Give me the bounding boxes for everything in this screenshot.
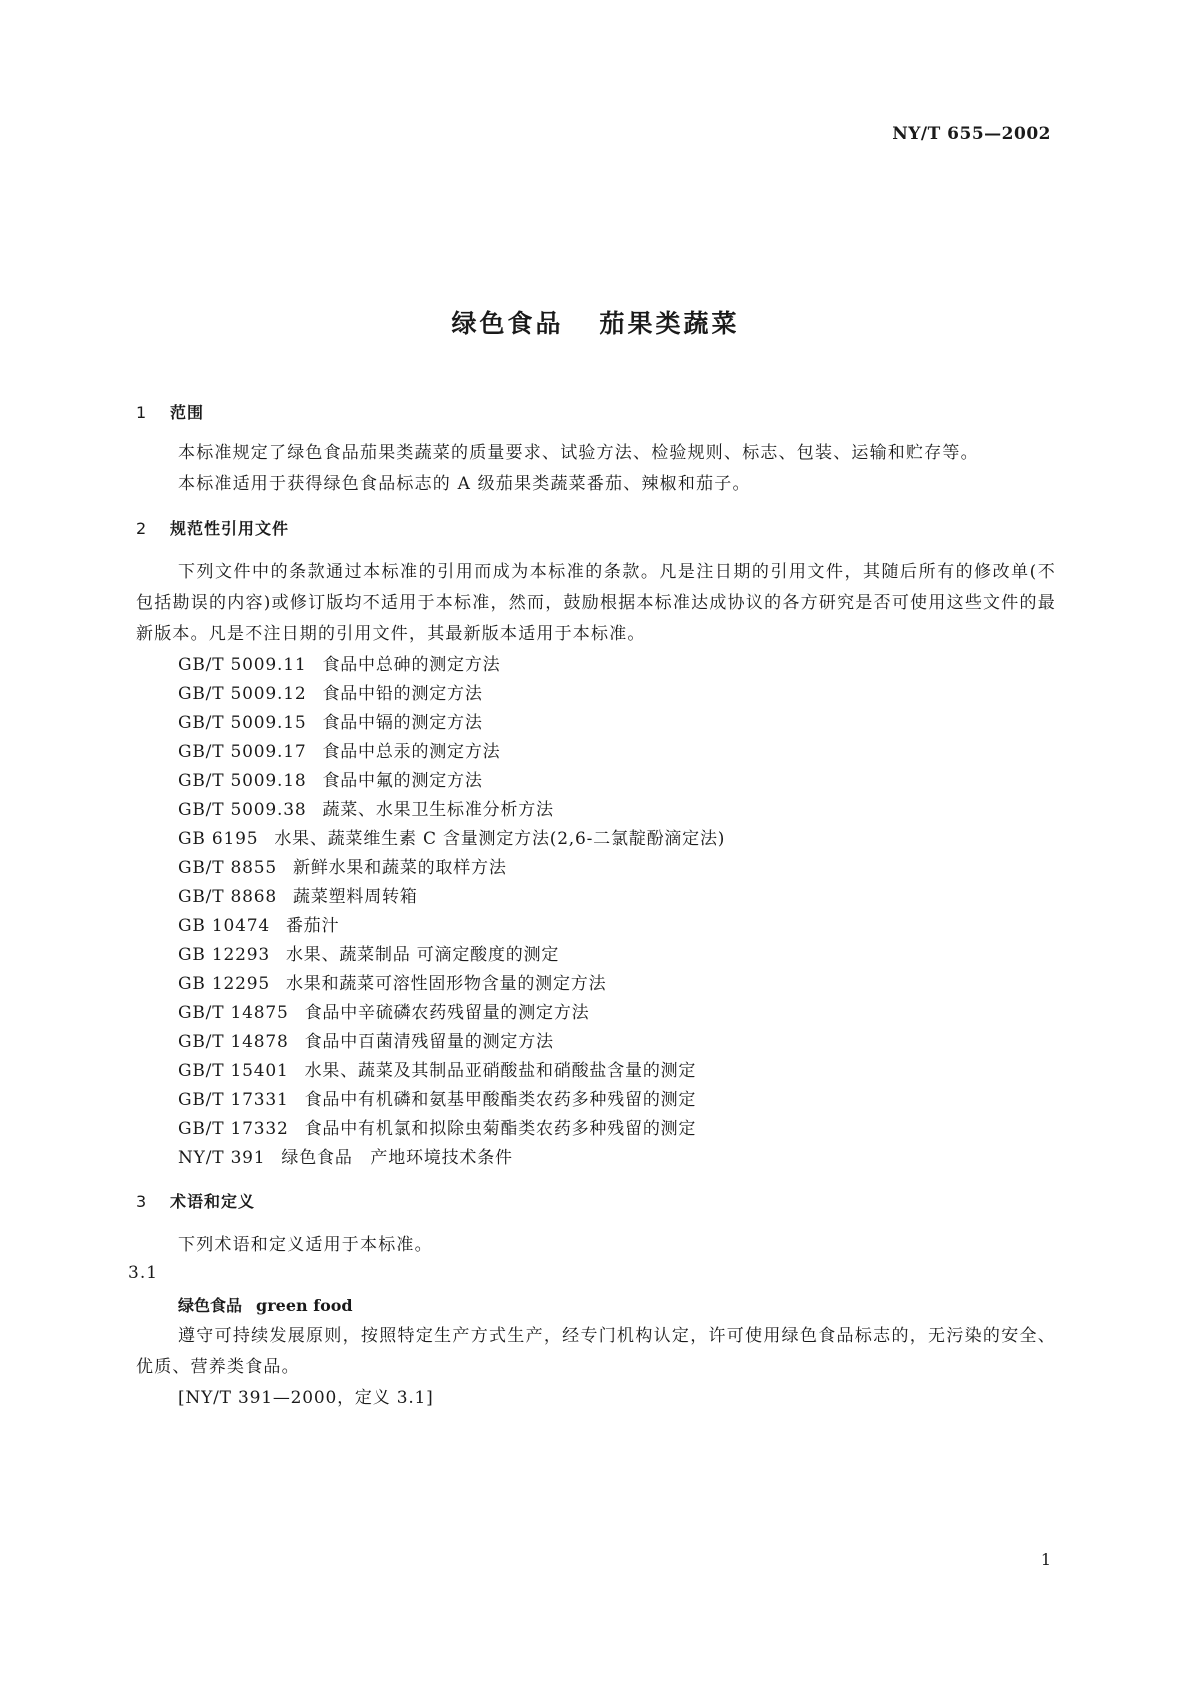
reference-title: 蔬菜塑料周转箱: [293, 887, 418, 907]
term-definition: 遵守可持续发展原则，按照特定生产方式生产，经专门机构认定，许可使用绿色食品标志的，无污染的安全、优质、营养类食品。: [136, 1326, 1056, 1377]
reference-code: GB/T 17332: [178, 1119, 289, 1139]
section-number: 2: [136, 519, 148, 538]
reference-item: [178, 795, 554, 820]
reference-item: [178, 766, 483, 791]
reference-item: [178, 940, 559, 965]
reference-title: 食品中总砷的测定方法: [322, 655, 501, 675]
reference-code: GB/T 14875: [178, 1003, 289, 1023]
reference-title: 水果、蔬菜制品 可滴定酸度的测定: [285, 945, 560, 965]
reference-title: 食品中辛硫磷农药残留量的测定方法: [304, 1003, 590, 1023]
reference-code: GB 10474: [178, 916, 270, 936]
reference-title: 番茄汁: [285, 916, 340, 936]
reference-item: [178, 1027, 554, 1052]
reference-code: GB/T 5009.11: [178, 655, 307, 675]
reference-item: [178, 911, 339, 936]
reference-code: GB/T 8855: [178, 858, 278, 878]
section-3-heading: [136, 1189, 255, 1212]
reference-code: GB/T 5009.18: [178, 771, 307, 791]
reference-code: GB 6195: [178, 829, 259, 849]
reference-title: 新鲜水果和蔬菜的取样方法: [293, 858, 507, 878]
reference-title: 食品中有机氯和拟除虫菊酯类农药多种残留的测定: [304, 1119, 697, 1139]
reference-item: [178, 1114, 696, 1139]
reference-code: GB/T 17331: [178, 1090, 289, 1110]
term-english: green food: [256, 1296, 353, 1315]
reference-item: [178, 824, 725, 849]
reference-item: [178, 998, 589, 1023]
term-chinese: 绿色食品: [178, 1296, 243, 1315]
section-title: 术语和定义: [170, 1192, 256, 1211]
reference-title: 食品中铅的测定方法: [322, 684, 483, 704]
reference-item: [178, 650, 500, 675]
scope-paragraph-1: 本标准规定了绿色食品茄果类蔬菜的质量要求、试验方法、检验规则、标志、包装、运输和贮存等。: [178, 443, 979, 463]
reference-code: GB/T 8868: [178, 887, 278, 907]
section-number: 1: [136, 403, 148, 422]
reference-item: [178, 1056, 696, 1081]
reference-code: GB/T 5009.38: [178, 800, 307, 820]
references-intro: 下列文件中的条款通过本标准的引用而成为本标准的条款。凡是注日期的引用文件，其随后所有的修改单(不包括勘误的内容)或修订版均不适用于本标准，然而，鼓励根据本标准达成协议的各方研究是否可使用这些文件的最新版本。凡是不注日期的引用文件，其最新版本适用于本标准。: [136, 562, 1056, 644]
reference-code: GB 12293: [178, 945, 270, 965]
section-title: 范围: [170, 403, 205, 422]
reference-title: 食品中镉的测定方法: [322, 713, 483, 733]
reference-title: 水果和蔬菜可溶性固形物含量的测定方法: [285, 974, 607, 994]
reference-item: [178, 969, 606, 994]
reference-code: GB/T 14878: [178, 1032, 289, 1052]
reference-title: 蔬菜、水果卫生标准分析方法: [322, 800, 554, 820]
reference-code: NY/T 391: [178, 1148, 266, 1168]
reference-title: 食品中有机磷和氨基甲酸酯类农药多种残留的测定: [304, 1090, 697, 1110]
reference-code: GB/T 5009.17: [178, 742, 307, 762]
section-title: 规范性引用文件: [170, 519, 290, 538]
reference-item: [178, 679, 483, 704]
standard-id: NY/T 655—2002: [892, 124, 1051, 144]
reference-item: [178, 737, 500, 762]
reference-title: 水果、蔬菜维生素 C 含量测定方法(2,6-二氯靛酚滴定法): [274, 829, 726, 849]
page-title: [0, 304, 1191, 340]
title-part-2: 茄果类蔬菜: [599, 309, 740, 338]
reference-item: [178, 1143, 513, 1168]
section-1-heading: [136, 400, 204, 423]
reference-code: GB 12295: [178, 974, 270, 994]
scope-paragraph-2: 本标准适用于获得绿色食品标志的 A 级茄果类蔬菜番茄、辣椒和茄子。: [178, 474, 751, 494]
reference-item: [178, 882, 418, 907]
reference-code: GB/T 15401: [178, 1061, 289, 1081]
reference-title: 水果、蔬菜及其制品亚硝酸盐和硝酸盐含量的测定: [304, 1061, 697, 1081]
terms-intro: 下列术语和定义适用于本标准。: [178, 1235, 433, 1255]
section-number: 3: [136, 1192, 148, 1211]
term-source: [NY/T 391—2000，定义 3.1]: [178, 1388, 434, 1408]
reference-code: GB/T 5009.12: [178, 684, 307, 704]
title-part-1: 绿色食品: [451, 309, 564, 338]
page-number: 1: [1040, 1550, 1051, 1569]
term-heading: [178, 1293, 353, 1316]
reference-title: 食品中百菌清残留量的测定方法: [304, 1032, 554, 1052]
reference-title: 绿色食品 产地环境技术条件: [281, 1148, 513, 1168]
reference-title: 食品中氟的测定方法: [322, 771, 483, 791]
reference-item: [178, 853, 507, 878]
reference-item: [178, 708, 483, 733]
reference-item: [178, 1085, 696, 1110]
reference-title: 食品中总汞的测定方法: [322, 742, 501, 762]
term-number: 3.1: [128, 1263, 159, 1283]
section-2-heading: [136, 516, 289, 539]
reference-code: GB/T 5009.15: [178, 713, 307, 733]
